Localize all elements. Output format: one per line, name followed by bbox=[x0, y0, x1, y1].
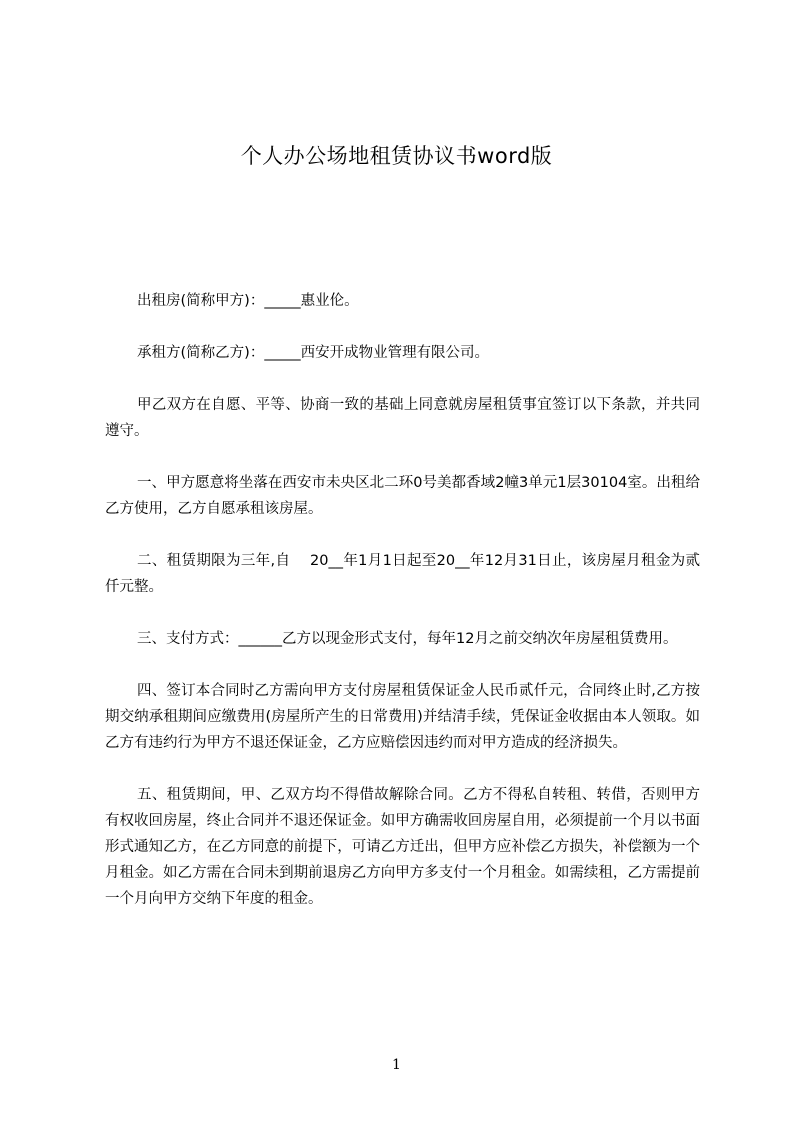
clause-4: 四、签订本合同时乙方需向甲方支付房屋租赁保证金人民币贰仟元，合同终止时,乙方按期交纳承租期间应缴费用(房屋所产生的日常费用)并结清手续，凭保证金收据由本人领取。如乙方有违约行为甲方不退还保证金，乙方应赔偿因违约而对甲方造成的经济损失。 bbox=[105, 683, 700, 751]
agreement-intro: 甲乙双方在自愿、平等、协商一致的基础上同意就房屋租赁事宜签订以下条款，并共同遵守。 bbox=[105, 397, 700, 439]
clause-2: 二、租赁期限为三年,自 20__年1月1日起至20__年12月31日止，该房屋月租金为贰仟元整。 bbox=[105, 553, 700, 595]
clause-5: 五、租赁期间，甲、乙双方均不得借故解除合同。乙方不得私自转租、转借，否则甲方有权收回房屋，终止合同并不退还保证金。如甲方确需收回房屋自用，必须提前一个月以书面形式通知乙方，在乙方同意的前提下，可请乙方迁出，但甲方应补偿乙方损失，补偿额为一个月租金。如乙方需在合同未到期前退房乙方向甲方多支付一个月租金。如需续租，乙方需提前一个月向甲方交纳下年度的租金。 bbox=[105, 787, 700, 907]
document-body bbox=[105, 288, 700, 938]
lessee-line: 承租方(简称乙方)：_____西安开成物业管理有限公司。 bbox=[137, 345, 490, 361]
clause-3: 三、支付方式：______乙方以现金形式支付，每年12月之前交纳次年房屋租赁费用。 bbox=[137, 631, 678, 647]
lessor-line: 出租房(简称甲方)：_____惠业伦。 bbox=[137, 293, 359, 309]
page-number: 1 bbox=[392, 1057, 401, 1073]
clause-1: 一、甲方愿意将坐落在西安市未央区北二环0号美都香域2幢3单元1层30104室。出租给乙方使用，乙方自愿承租该房屋。 bbox=[105, 475, 700, 517]
document-title: 个人办公场地租赁协议书word版 bbox=[240, 144, 553, 168]
